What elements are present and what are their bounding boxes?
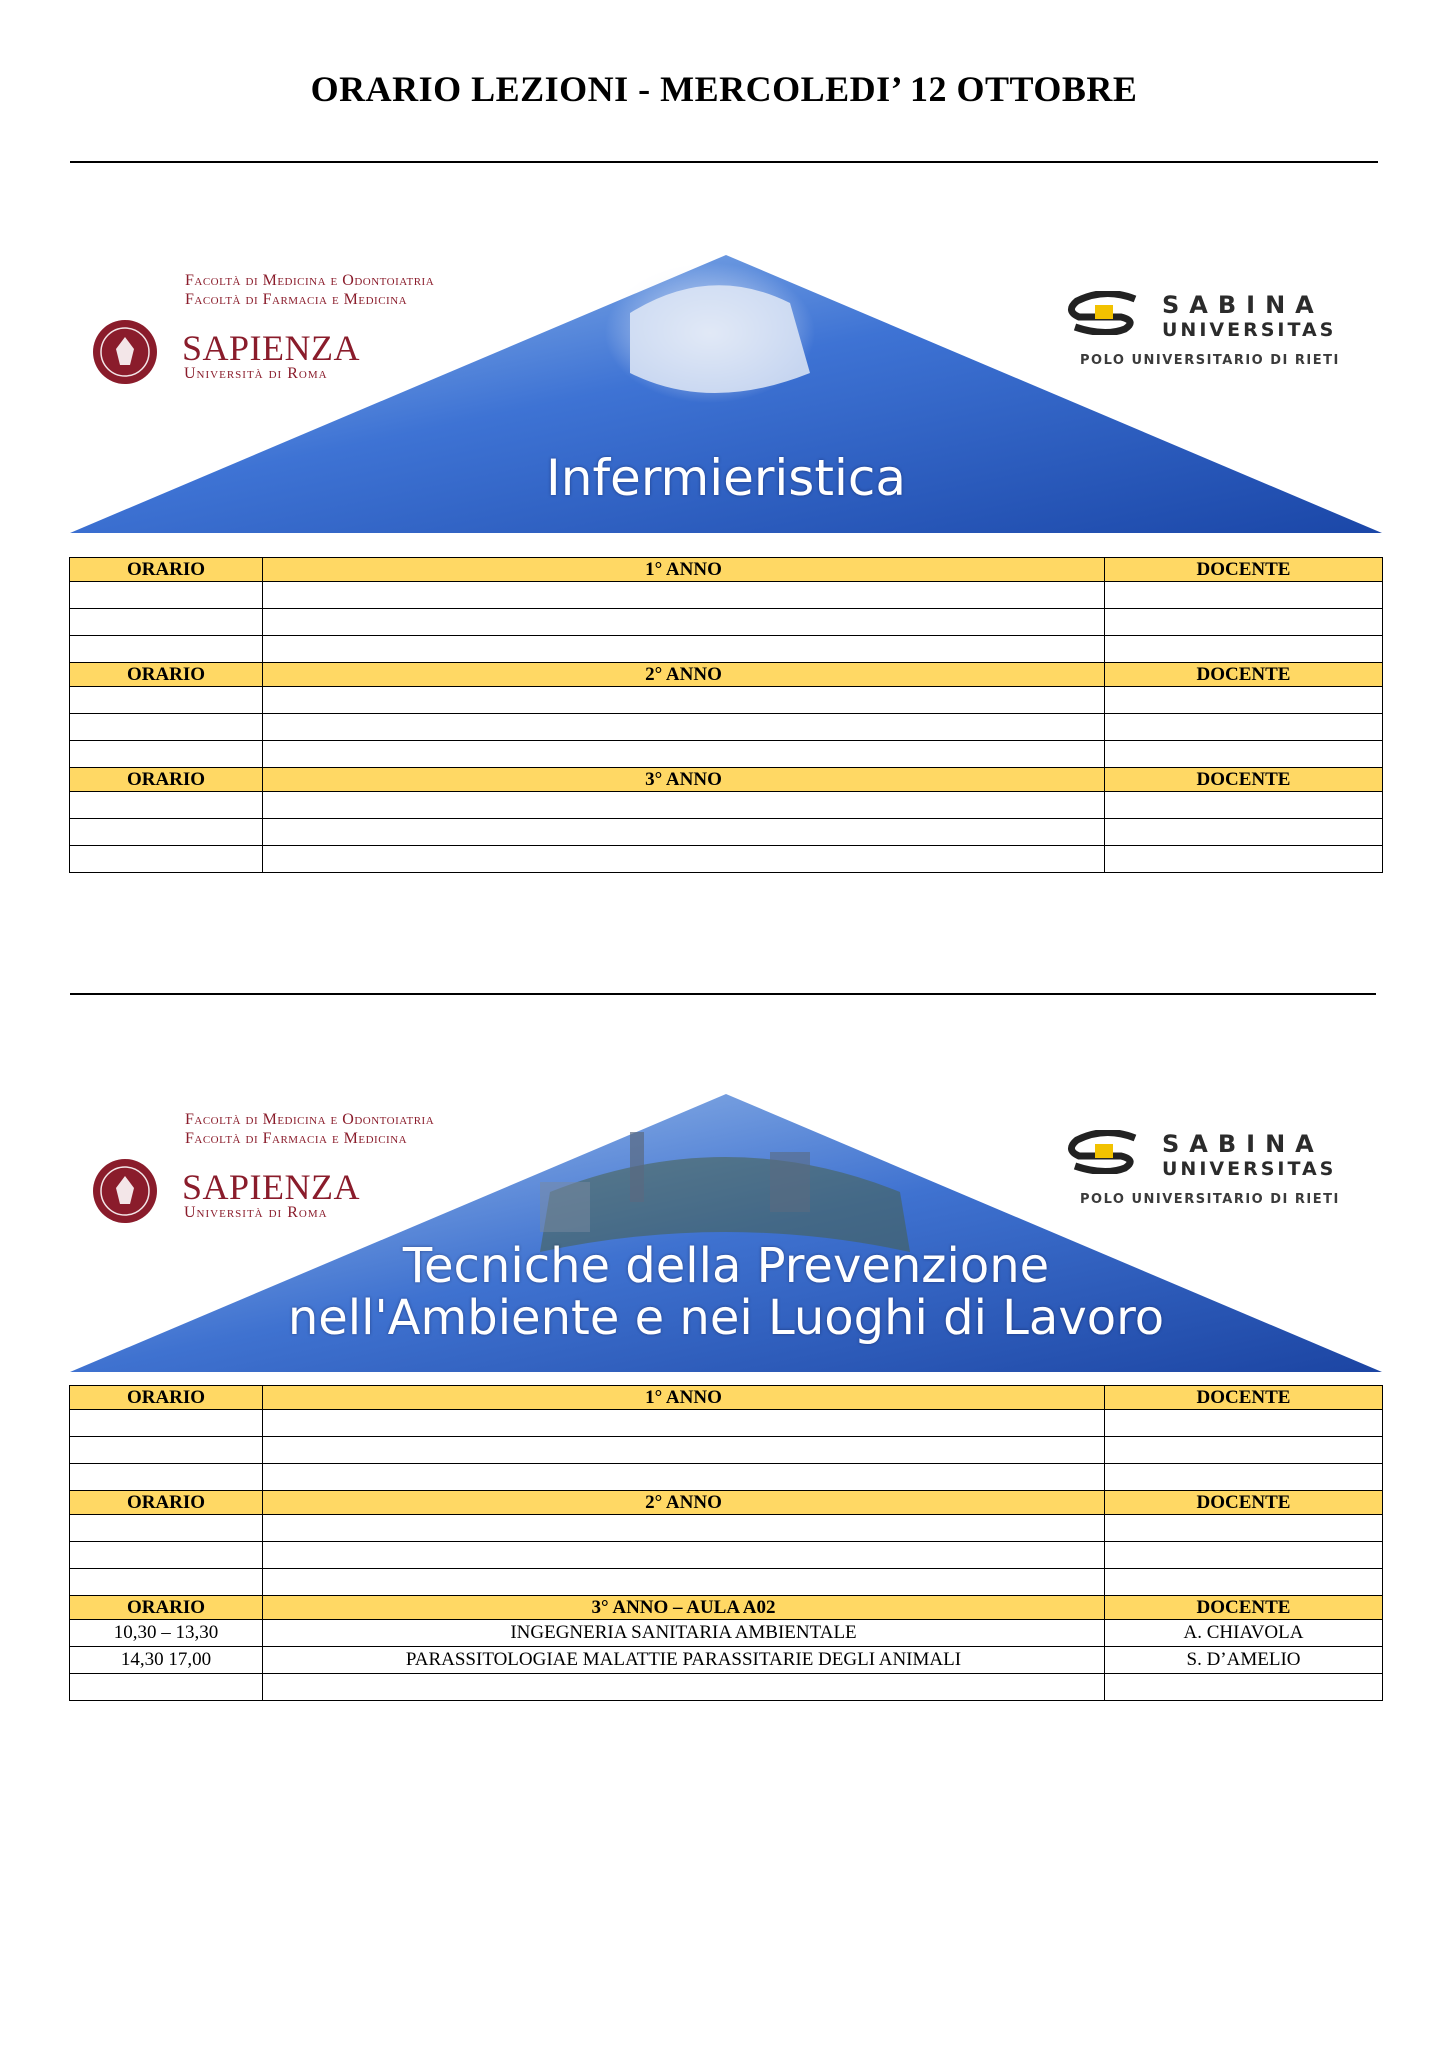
table-row [70, 1410, 1383, 1437]
header-year: 3° ANNO [263, 768, 1105, 792]
divider [70, 161, 1378, 163]
schedule-table-prevenzione [69, 1385, 1383, 1701]
table-row [70, 741, 1383, 768]
faculty-text: Facoltà di Medicina e Odontoiatria Facoltà di Farmacia e Medicina [185, 272, 435, 308]
header-orario: ORARIO [70, 1596, 263, 1620]
cell-subject [263, 609, 1105, 636]
cell-subject [263, 819, 1105, 846]
university-name: SAPIENZA [182, 1167, 361, 1207]
table-header-row [70, 1491, 1383, 1515]
header-docente: DOCENTE [1105, 768, 1383, 792]
course-banner-infermieristica [70, 253, 1382, 533]
cell-subject: PARASSITOLOGIAE MALATTIE PARASSITARIE DEGLI ANIMALI [263, 1647, 1105, 1674]
table-row [70, 609, 1383, 636]
faculty-text: Facoltà di Medicina e Odontoiatria Facoltà di Farmacia e Medicina [185, 1111, 435, 1147]
university-name: SAPIENZA [182, 328, 361, 368]
table-row [70, 1620, 1383, 1647]
cell-docente [1105, 636, 1383, 663]
cell-docente [1105, 1674, 1383, 1701]
cell-docente [1105, 1542, 1383, 1569]
table-header-row [70, 768, 1383, 792]
cell-orario [70, 609, 263, 636]
cell-orario [70, 792, 263, 819]
partner-name: SABINA [1162, 291, 1324, 319]
cell-subject [263, 714, 1105, 741]
cell-subject [263, 1464, 1105, 1491]
table-row [70, 714, 1383, 741]
header-orario: ORARIO [70, 663, 263, 687]
cell-subject [263, 1515, 1105, 1542]
header-orario: ORARIO [70, 768, 263, 792]
cell-subject [263, 741, 1105, 768]
cell-orario [70, 1464, 263, 1491]
cell-orario [70, 846, 263, 873]
partner-subtitle: UNIVERSITAS [1162, 319, 1337, 341]
table-row [70, 687, 1383, 714]
cell-subject [263, 636, 1105, 663]
cell-subject [263, 846, 1105, 873]
cell-subject [263, 792, 1105, 819]
schedule-table-infermieristica [69, 557, 1383, 873]
header-year: 3° ANNO – AULA A02 [263, 1596, 1105, 1620]
header-docente: DOCENTE [1105, 1596, 1383, 1620]
cell-docente [1105, 819, 1383, 846]
cell-docente [1105, 1515, 1383, 1542]
cell-docente: A. CHIAVOLA [1105, 1620, 1383, 1647]
cell-orario: 10,30 – 13,30 [70, 1620, 263, 1647]
cell-orario [70, 687, 263, 714]
cell-subject [263, 1437, 1105, 1464]
cell-orario [70, 1410, 263, 1437]
header-year: 1° ANNO [263, 1386, 1105, 1410]
table-row [70, 1515, 1383, 1542]
cell-orario: 14,30 17,00 [70, 1647, 263, 1674]
table-header-row [70, 1386, 1383, 1410]
university-subtitle: Università di Roma [184, 365, 328, 382]
header-orario: ORARIO [70, 1386, 263, 1410]
table-header-row [70, 663, 1383, 687]
header-orario: ORARIO [70, 558, 263, 582]
table-row [70, 1464, 1383, 1491]
cell-subject [263, 687, 1105, 714]
cell-orario [70, 1542, 263, 1569]
table-row [70, 1647, 1383, 1674]
course-banner-prevenzione [70, 1092, 1382, 1372]
cell-orario [70, 1515, 263, 1542]
partner-name: SABINA [1162, 1130, 1324, 1158]
header-orario: ORARIO [70, 1491, 263, 1515]
table-row [70, 819, 1383, 846]
header-docente: DOCENTE [1105, 663, 1383, 687]
cell-docente [1105, 714, 1383, 741]
header-docente: DOCENTE [1105, 1386, 1383, 1410]
cell-docente [1105, 687, 1383, 714]
university-subtitle: Università di Roma [184, 1204, 328, 1221]
table-row [70, 792, 1383, 819]
cell-docente [1105, 846, 1383, 873]
cell-orario [70, 636, 263, 663]
cell-orario [70, 819, 263, 846]
cell-subject [263, 582, 1105, 609]
table-header-row [70, 558, 1383, 582]
table-row [70, 1542, 1383, 1569]
table-row [70, 1437, 1383, 1464]
table-row [70, 1569, 1383, 1596]
table-row [70, 1674, 1383, 1701]
cell-orario [70, 582, 263, 609]
cell-docente [1105, 792, 1383, 819]
partner-tagline: POLO UNIVERSITARIO DI RIETI [1080, 353, 1340, 368]
cell-docente [1105, 741, 1383, 768]
sabina-logo-icon [1065, 291, 1145, 335]
sabina-logo-icon [1065, 1130, 1145, 1174]
partner-tagline: POLO UNIVERSITARIO DI RIETI [1080, 1192, 1340, 1207]
cell-orario [70, 1569, 263, 1596]
header-year: 2° ANNO [263, 1491, 1105, 1515]
table-row [70, 582, 1383, 609]
table-row [70, 636, 1383, 663]
table-header-row [70, 1596, 1383, 1620]
cell-subject [263, 1674, 1105, 1701]
cell-subject [263, 1542, 1105, 1569]
sapienza-seal-icon [92, 319, 158, 385]
cell-subject [263, 1569, 1105, 1596]
cell-subject: INGEGNERIA SANITARIA AMBIENTALE [263, 1620, 1105, 1647]
cell-docente [1105, 1437, 1383, 1464]
page-title: ORARIO LEZIONI - MERCOLEDI’ 12 OTTOBRE [310, 69, 1138, 109]
cell-subject [263, 1410, 1105, 1437]
course-title: Infermieristica [546, 449, 906, 507]
header-year: 1° ANNO [263, 558, 1105, 582]
header-docente: DOCENTE [1105, 1491, 1383, 1515]
cell-orario [70, 1437, 263, 1464]
table-row [70, 846, 1383, 873]
cell-orario [70, 741, 263, 768]
divider [70, 993, 1376, 995]
cell-docente: S. D’AMELIO [1105, 1647, 1383, 1674]
sapienza-seal-icon [92, 1158, 158, 1224]
cell-docente [1105, 1464, 1383, 1491]
header-year: 2° ANNO [263, 663, 1105, 687]
cell-docente [1105, 1569, 1383, 1596]
course-title-line1: Tecniche della Prevenzione [402, 1238, 1050, 1294]
cell-docente [1105, 1410, 1383, 1437]
partner-subtitle: UNIVERSITAS [1162, 1158, 1337, 1180]
cell-docente [1105, 609, 1383, 636]
cell-orario [70, 714, 263, 741]
course-title-line2: nell'Ambiente e nei Luoghi di Lavoro [287, 1290, 1165, 1346]
cell-docente [1105, 582, 1383, 609]
header-docente: DOCENTE [1105, 558, 1383, 582]
cell-orario [70, 1674, 263, 1701]
